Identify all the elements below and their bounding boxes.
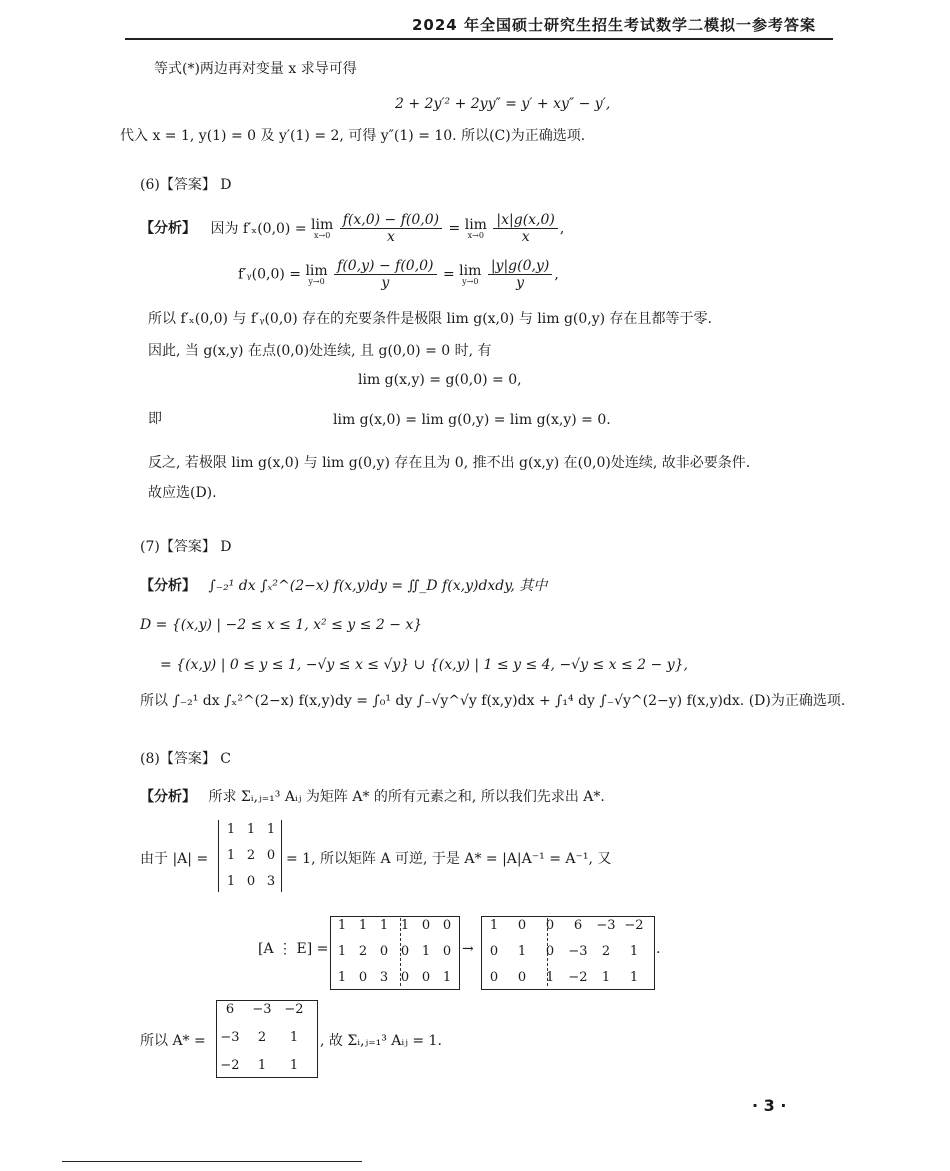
frac-den: y [516, 275, 525, 291]
q6-heading: (6)【答案】 D [140, 177, 232, 193]
augmented-left-cell: 1 [421, 944, 431, 959]
determinant-cell: 2 [246, 848, 256, 863]
determinant-cell: 1 [226, 822, 236, 837]
frac-den: x [521, 229, 530, 245]
q8-analysis-tag: 【分析】 [140, 789, 196, 805]
page-header-title: 2024 年全国硕士研究生招生考试数学二模拟一参考答案 [412, 16, 816, 34]
q8-line-4-post: , 故 Σᵢ,ⱼ₌₁³ Aᵢⱼ = 1. [320, 1033, 442, 1049]
q6-l2-lim-1 [305, 264, 327, 286]
augmented-left-cell: 1 [400, 918, 410, 933]
frac-den: y [381, 275, 390, 291]
q7-heading: (7)【答案】 D [140, 539, 232, 555]
adjugate-cell: −3 [220, 1030, 240, 1045]
q6-l2-frac-1 [334, 258, 436, 291]
lim-word: lim [459, 262, 482, 279]
augmented-left-cell: 1 [358, 918, 368, 933]
determinant-cell: 1 [246, 822, 256, 837]
q6-l2-lim-2 [459, 264, 481, 286]
augmented-right-cell: 1 [489, 918, 499, 933]
augmented-right-cell: 6 [573, 918, 583, 933]
augmented-left-cell: 1 [379, 918, 389, 933]
q6-line-7: 反之, 若极限 lim g(x,0) 与 lim g(0,y) 存在且为 0, 推不出 g(x,y) 在(0,0)处连续, 故非必要条件. [148, 455, 751, 471]
q6-line-6: lim g(x,0) = lim g(0,y) = lim g(x,y) = 0. [333, 412, 611, 428]
adjugate-cell: 1 [257, 1058, 267, 1073]
lim-sub: y→0 [308, 276, 325, 286]
augmented-right-cell: −2 [568, 970, 588, 985]
augmented-right-cell: 2 [601, 944, 611, 959]
augmented-left-cell: 0 [400, 970, 410, 985]
lim-sub: x→0 [313, 230, 331, 240]
augmented-right-cell: 0 [545, 944, 555, 959]
prev-line-1: 等式(*)两边再对变量 x 求导可得 [154, 61, 357, 77]
augmented-left-cell: 0 [442, 944, 452, 959]
augmented-end: . [656, 941, 661, 957]
frac-num: f(x,0) − f(0,0) [340, 212, 442, 229]
frac-num: |y|g(0,y) [488, 258, 553, 275]
q7-line-1 [140, 575, 547, 595]
augmented-left-cell: 2 [358, 944, 368, 959]
augmented-left-cell: 0 [442, 918, 452, 933]
q8-l1-text: 所求 Σᵢ,ⱼ₌₁³ Aᵢⱼ 为矩阵 A* 的所有元素之和, 所以我们先求出 A*. [208, 789, 605, 805]
q6-l1-lim-1 [311, 218, 333, 240]
augmented-right-cell: 0 [545, 918, 555, 933]
header-rule [125, 38, 833, 40]
adjugate-cell: −2 [220, 1058, 240, 1073]
augmented-label: [A ⋮ E] = [258, 941, 329, 957]
augmented-right-cell: −3 [596, 918, 616, 933]
augmented-right-cell: 1 [601, 970, 611, 985]
q6-analysis-tag: 【分析】 [140, 220, 196, 237]
augmented-right-cell: 1 [629, 970, 639, 985]
adjugate-cell: 6 [225, 1002, 235, 1017]
q8-heading: (8)【答案】 C [140, 751, 231, 767]
footer-rule [62, 1161, 362, 1162]
lim-sub: y→0 [462, 276, 479, 286]
q7-line-2: D = {(x,y) | −2 ≤ x ≤ 1, x² ≤ y ≤ 2 − x} [140, 617, 423, 633]
augmented-left-cell: 0 [358, 970, 368, 985]
q8-line-1 [140, 786, 605, 806]
augmented-right-cell: 1 [545, 970, 555, 985]
augmented-right-cell: 0 [517, 918, 527, 933]
determinant-cell: 1 [266, 822, 276, 837]
q6-l2-pre: f′ᵧ(0,0) = [238, 266, 306, 283]
prev-line-2: 代入 x = 1, y(1) = 0 及 y′(1) = 2, 可得 y″(1) = 10. 所以(C)为正确选项. [120, 128, 586, 144]
q6-l1-frac-1 [340, 212, 442, 245]
adjugate-cell: 1 [289, 1030, 299, 1045]
q6-line-6-label: 即 [148, 411, 162, 427]
frac-num: |x|g(x,0) [493, 212, 557, 229]
q7-line-4: 所以 ∫₋₂¹ dx ∫ₓ²^(2−x) f(x,y)dy = ∫₀¹ dy ∫₋√y^√y f(x,y)dx + ∫₁⁴ dy ∫₋√y^(2−y) f(x,y)dx. (D)为正确选项. [140, 693, 846, 709]
q6-line-2: f′ᵧ(0,0) = lim y→0 $\frac{f(0,y) - f(0,0)}{y}$ = lim y→0 $\frac{|y|g(0,y)}{y}$ , [238, 258, 559, 291]
augmented-left-cell: 0 [400, 944, 410, 959]
q7-analysis-tag: 【分析】 [140, 578, 196, 594]
determinant-cell: 0 [246, 874, 256, 889]
frac-num: f(0,y) − f(0,0) [334, 258, 436, 275]
q6-line-8: 故应选(D). [148, 485, 217, 501]
q8-line-2-pre: 由于 |A| = [140, 851, 209, 867]
augmented-right-cell: 0 [517, 970, 527, 985]
transform-arrow: → [462, 941, 474, 957]
q6-l1-frac-2 [493, 212, 557, 245]
q6-line-3: 所以 f′ₓ(0,0) 与 f′ᵧ(0,0) 存在的充要条件是极限 lim g(x,0) 与 lim g(0,y) 存在且都等于零. [148, 311, 713, 327]
lim-word: lim [311, 216, 334, 233]
frac-den: x [386, 229, 395, 245]
page-number: · 3 · [752, 1096, 787, 1115]
lim-word: lim [305, 262, 328, 279]
adjugate-cell: 2 [257, 1030, 267, 1045]
augmented-left-cell: 1 [442, 970, 452, 985]
augmented-right-cell: 1 [629, 944, 639, 959]
q6-l1-lim-2 [465, 218, 487, 240]
adjugate-cell: −3 [252, 1002, 272, 1017]
q6-l2-frac-2 [488, 258, 553, 291]
adjugate-cell: 1 [289, 1058, 299, 1073]
q7-l1-text: ∫₋₂¹ dx ∫ₓ²^(2−x) f(x,y)dy = ∬_D f(x,y)dxdy, 其中 [208, 578, 548, 594]
determinant-cell: 1 [226, 874, 236, 889]
augmented-left-cell: 1 [337, 944, 347, 959]
lim-sub: x→0 [467, 230, 484, 240]
q6-line-1: 【分析】 因为 f′ₓ(0,0) = lim x→0 $\frac{f(x,0) - f(0,0)}{x}$ = lim x→0 $\frac{|x|g(x,0)}{x}$ , [140, 212, 565, 245]
q6-line-5: lim g(x,y) = g(0,0) = 0, [358, 372, 522, 388]
lim-word: lim [464, 216, 487, 233]
augmented-right-cell: 1 [517, 944, 527, 959]
q6-l1-pre: 因为 f′ₓ(0,0) = [210, 220, 312, 237]
augmented-right-cell: −2 [624, 918, 644, 933]
determinant-cell: 3 [266, 874, 276, 889]
augmented-left-cell: 0 [379, 944, 389, 959]
determinant-cell: 1 [226, 848, 236, 863]
q7-line-3: = {(x,y) | 0 ≤ y ≤ 1, −√y ≤ x ≤ √y} ∪ {(x,y) | 1 ≤ y ≤ 4, −√y ≤ x ≤ 2 − y}, [160, 657, 688, 673]
augmented-right-cell: 0 [489, 944, 499, 959]
augmented-left-cell: 3 [379, 970, 389, 985]
determinant-cell: 0 [266, 848, 276, 863]
augmented-left-cell: 1 [337, 970, 347, 985]
augmented-left-cell: 1 [337, 918, 347, 933]
q8-line-2-post: = 1, 所以矩阵 A 可逆, 于是 A* = |A|A⁻¹ = A⁻¹, 又 [286, 851, 612, 867]
q8-line-4-pre: 所以 A* = [140, 1033, 206, 1049]
augmented-left-cell: 0 [421, 970, 431, 985]
augmented-left-cell: 0 [421, 918, 431, 933]
prev-equation: 2 + 2y′² + 2yy″ = y′ + xy″ − y′, [395, 96, 611, 112]
augmented-right-cell: 0 [489, 970, 499, 985]
adjugate-cell: −2 [284, 1002, 304, 1017]
q6-line-4: 因此, 当 g(x,y) 在点(0,0)处连续, 且 g(0,0) = 0 时, 有 [148, 343, 492, 359]
augmented-right-cell: −3 [568, 944, 588, 959]
